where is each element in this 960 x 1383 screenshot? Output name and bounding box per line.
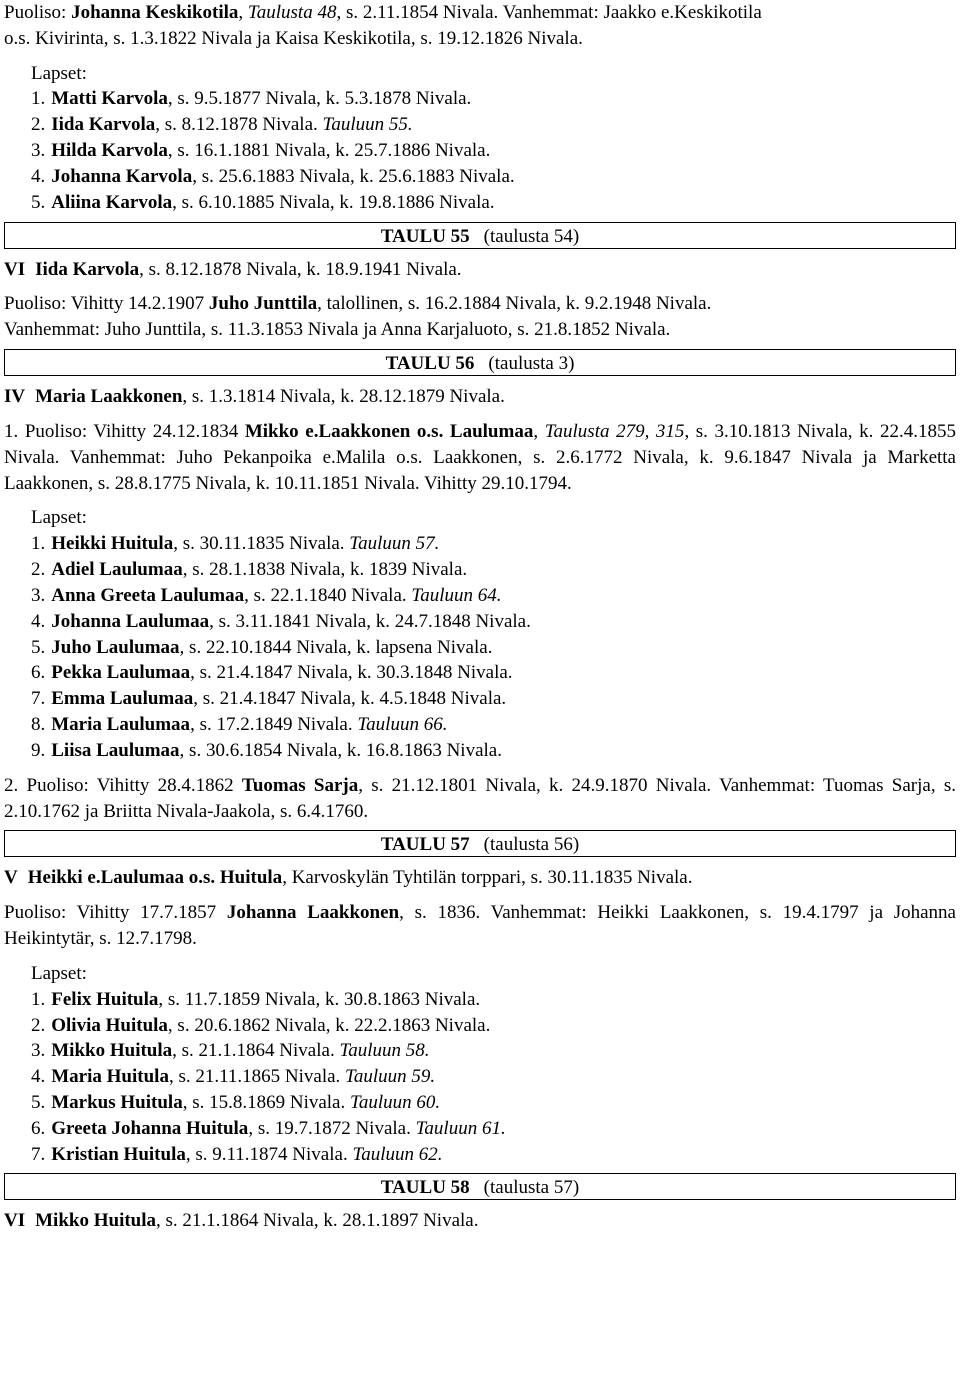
list-item [31, 583, 956, 609]
list-item [31, 1064, 956, 1090]
spouse-name: Mikko e.Laakkonen o.s. Laulumaa [244, 420, 534, 442]
list-item [31, 86, 956, 112]
child-table-ref: Tauluun 61. [415, 1117, 506, 1139]
item-number: 4. [31, 610, 46, 632]
child-table-ref: Tauluun 60. [350, 1091, 441, 1113]
list-item [31, 557, 956, 583]
person-heading [4, 1208, 956, 1234]
table-number: TAULU 57 [380, 834, 470, 856]
spouse-label: 2. Puoliso: Vihitty 28.4.1862 [4, 774, 242, 796]
spouse-table-ref: Taulusta 279, 315 [544, 420, 685, 442]
list-item [31, 531, 956, 557]
child-name: Johanna Laulumaa [51, 610, 210, 632]
child-details: , s. 30.11.1835 Nivala. [173, 533, 350, 555]
item-number: 7. [31, 688, 46, 710]
item-number: 4. [31, 165, 46, 187]
table-source: (taulusta 54) [483, 225, 580, 247]
list-item [31, 1038, 956, 1064]
child-name: Mikko Huitula [51, 1040, 173, 1062]
item-number: 8. [31, 714, 46, 736]
child-name: Pekka Laulumaa [51, 662, 191, 684]
item-number: 5. [31, 191, 46, 213]
spouse-name: Johanna Laakkonen [226, 902, 400, 924]
list-item [31, 609, 956, 635]
item-number: 1. [31, 988, 46, 1010]
child-name: Greeta Johanna Huitula [51, 1117, 249, 1139]
person-heading [4, 257, 956, 283]
list-item [31, 1090, 956, 1116]
table-header-56 [4, 349, 956, 376]
child-table-ref: Tauluun 64. [411, 584, 502, 606]
children-label: Lapset: [31, 507, 87, 529]
spouse-name: Tuomas Sarja [241, 774, 359, 796]
child-details: , s. 8.12.1878 Nivala. [155, 114, 323, 136]
item-number: 3. [31, 1040, 46, 1062]
child-details: , s. 21.4.1847 Nivala, k. 4.5.1848 Nivala. [193, 688, 507, 710]
spouse-name: Juho Junttila [208, 293, 318, 315]
table-number: TAULU 58 [380, 1177, 470, 1199]
spouse-details: , talollinen, s. 16.2.1884 Nivala, k. 9.2.1948 Nivala. [317, 293, 712, 315]
spouse-details: , s. 2.11.1854 Nivala. Vanhemmat: Jaakko e.Keskikotila [336, 2, 762, 23]
child-details: , s. 15.8.1869 Nivala. [182, 1091, 350, 1113]
person-name: Maria Laakkonen [35, 386, 183, 408]
person-name: Mikko Huitula [35, 1210, 157, 1232]
spouse-details: , s. 3.10.1813 Nivala, k. 22.4.1855 Nivala. Vanhemmat: Juho Pekanpoika e.Malila o.s. Laakkonen, s. 2.6.1772 Nivala, k. 9.6.1847 Nivala ja Marketta Laakkonen, s. 28.8.1775 Nivala, k. 10.11.1851 Nivala. Vihitty 29.10.1794. [4, 420, 956, 494]
child-table-ref: Tauluun 58. [339, 1040, 430, 1062]
child-details: , s. 21.4.1847 Nivala, k. 30.3.1848 Nivala. [190, 662, 513, 684]
generation-numeral: VI [4, 1210, 26, 1232]
child-details: , s. 22.1.1840 Nivala. [244, 584, 412, 606]
generation-numeral: IV [4, 386, 26, 408]
child-table-ref: Tauluun 62. [352, 1143, 443, 1165]
document-page [4, 0, 956, 1234]
child-name: Hilda Karvola [51, 140, 168, 162]
generation-numeral: V [4, 867, 18, 889]
child-table-ref: Tauluun 55. [322, 114, 413, 136]
child-name: Anna Greeta Laulumaa [51, 584, 245, 606]
list-item [31, 138, 956, 164]
child-table-ref: Tauluun 57. [349, 533, 440, 555]
child-name: Markus Huitula [51, 1091, 183, 1113]
spouse-parents: Vanhemmat: Juho Junttila, s. 11.3.1853 Nivala ja Anna Karjaluoto, s. 21.8.1852 Nivala. [4, 319, 671, 341]
list-item [31, 1116, 956, 1142]
spouse-parents: o.s. Kivirinta, s. 1.3.1822 Nivala ja Kaisa Keskikotila, s. 19.12.1826 Nivala. [4, 27, 583, 49]
item-number: 2. [31, 1014, 46, 1036]
list-item [31, 738, 956, 764]
person-heading [4, 865, 956, 891]
child-details: , s. 9.5.1877 Nivala, k. 5.3.1878 Nivala. [167, 88, 472, 110]
person-name: Heikki e.Laulumaa o.s. Huitula [27, 867, 283, 889]
spouse-label: 1. Puoliso: Vihitty 24.12.1834 [4, 420, 245, 442]
child-details: , s. 16.1.1881 Nivala, k. 25.7.1886 Nivala. [167, 140, 491, 162]
child-details: , s. 22.10.1844 Nivala, k. lapsena Nivala. [179, 636, 493, 658]
person-details: , s. 1.3.1814 Nivala, k. 28.12.1879 Nivala. [182, 386, 505, 408]
child-details: , s. 3.11.1841 Nivala, k. 24.7.1848 Nivala. [209, 610, 531, 632]
child-details: , s. 21.1.1864 Nivala. [172, 1040, 340, 1062]
table-source: (taulusta 3) [488, 353, 575, 375]
spouse-name: Johanna Keskikotila [71, 2, 239, 23]
children-label: Lapset: [31, 62, 87, 84]
list-item [31, 1142, 956, 1168]
child-details: , s. 9.11.1874 Nivala. [185, 1143, 353, 1165]
child-details: , s. 21.11.1865 Nivala. [168, 1066, 346, 1088]
child-name: Iida Karvola [51, 114, 156, 136]
child-name: Olivia Huitula [51, 1014, 168, 1036]
item-number: 7. [31, 1143, 46, 1165]
child-name: Heikki Huitula [51, 533, 174, 555]
spouse-paragraph [4, 900, 956, 952]
person-details: , Karvoskylän Tyhtilän torppari, s. 30.11.1835 Nivala. [282, 867, 693, 889]
child-name: Emma Laulumaa [51, 688, 194, 710]
child-name: Adiel Laulumaa [51, 559, 183, 581]
item-number: 4. [31, 1066, 46, 1088]
children-list [4, 61, 956, 216]
spouse-label: Puoliso: Vihitty 14.2.1907 [4, 293, 209, 315]
item-number: 6. [31, 662, 46, 684]
list-item [31, 190, 956, 216]
item-number: 3. [31, 584, 46, 606]
child-name: Johanna Karvola [51, 165, 193, 187]
child-details: , s. 11.7.1859 Nivala, k. 30.8.1863 Nivala. [158, 988, 481, 1010]
item-number: 5. [31, 636, 46, 658]
child-name: Aliina Karvola [51, 191, 173, 213]
person-details: , s. 8.12.1878 Nivala, k. 18.9.1941 Nivala. [139, 258, 462, 280]
spouse-table-ref: Taulusta 48 [247, 2, 337, 23]
table-header-57 [4, 830, 956, 857]
table-source: (taulusta 56) [483, 834, 580, 856]
child-name: Juho Laulumaa [51, 636, 180, 658]
child-details: , s. 30.6.1854 Nivala, k. 16.8.1863 Nivala. [179, 739, 502, 761]
children-list [4, 505, 956, 763]
item-number: 1. [31, 88, 46, 110]
list-item [31, 987, 956, 1013]
item-number: 9. [31, 739, 46, 761]
generation-numeral: VI [4, 258, 26, 280]
spouse-details: , s. 1836. Vanhemmat: Heikki Laakkonen, s. 19.4.1797 ja Johanna Heikintytär, s. 12.7.1798. [4, 902, 956, 950]
list-item [31, 112, 956, 138]
child-name: Felix Huitula [51, 988, 159, 1010]
child-name: Matti Karvola [51, 88, 168, 110]
table-number: TAULU 55 [380, 225, 470, 247]
child-name: Kristian Huitula [51, 1143, 186, 1165]
person-heading [4, 384, 956, 410]
spouse-details: , s. 21.12.1801 Nivala, k. 24.9.1870 Nivala. Vanhemmat: Tuomas Sarja, s. 2.10.1762 ja Briitta Nivala-Jaakola, s. 6.4.1760. [4, 774, 956, 822]
item-number: 2. [31, 559, 46, 581]
list-item [31, 164, 956, 190]
child-name: Liisa Laulumaa [51, 739, 180, 761]
child-details: , s. 25.6.1883 Nivala, k. 25.6.1883 Nivala. [192, 165, 515, 187]
item-number: 5. [31, 1091, 46, 1113]
children-list [4, 961, 956, 1168]
list-item [31, 1013, 956, 1039]
list-item [31, 635, 956, 661]
list-item [31, 712, 956, 738]
spouse-paragraph-1: 1. Puoliso: Vihitty 24.12.1834 Mikko e.Laakkonen o.s. Laulumaa, Taulusta 279, 315, s. 3.10.1813 Nivala, k. 22.4.1855 Nivala. Vanhemmat: Juho Pekanpoika e.Malila o.s. Laakkonen, s. 2.6.1772 Nivala, k. 9.6.1847 Nivala ja Marketta Laakkonen, s. 28.8.1775 Nivala, k. 10.11.1851 Nivala. Vihitty 29.10.1794. [4, 420, 956, 494]
child-table-ref: Tauluun 59. [345, 1066, 436, 1088]
spouse-paragraph: Puoliso: Johanna Keskikotila, Taulusta 48, s. 2.11.1854 Nivala. Vanhemmat: Jaakko e.Keskikotila o.s. Kivirinta, s. 1.3.1822 Nivala ja Kaisa Keskikotila, s. 19.12.1826 Nivala. [4, 2, 762, 49]
child-details: , s. 17.2.1849 Nivala. [190, 714, 358, 736]
item-number: 3. [31, 140, 46, 162]
spouse-label: Puoliso: [4, 2, 72, 23]
table-number: TAULU 56 [385, 353, 475, 375]
children-label: Lapset: [31, 962, 87, 984]
child-table-ref: Tauluun 66. [357, 714, 448, 736]
item-number: 6. [31, 1117, 46, 1139]
table-source: (taulusta 57) [483, 1177, 580, 1199]
child-details: , s. 19.7.1872 Nivala. [248, 1117, 416, 1139]
child-details: , s. 6.10.1885 Nivala, k. 19.8.1886 Nivala. [172, 191, 495, 213]
person-details: , s. 21.1.1864 Nivala, k. 28.1.1897 Nivala. [156, 1210, 479, 1232]
list-item [31, 686, 956, 712]
spouse-paragraph [4, 291, 956, 343]
spouse-paragraph-2 [4, 773, 956, 825]
child-name: Maria Huitula [51, 1066, 169, 1088]
child-details: , s. 20.6.1862 Nivala, k. 22.2.1863 Nivala. [167, 1014, 491, 1036]
spouse-label: Puoliso: Vihitty 17.7.1857 [4, 902, 227, 924]
item-number: 2. [31, 114, 46, 136]
child-details: , s. 28.1.1838 Nivala, k. 1839 Nivala. [182, 559, 468, 581]
table-header-55 [4, 222, 956, 249]
person-name: Iida Karvola [35, 258, 140, 280]
table-header-58 [4, 1173, 956, 1200]
child-name: Maria Laulumaa [51, 714, 191, 736]
list-item [31, 660, 956, 686]
item-number: 1. [31, 533, 46, 555]
